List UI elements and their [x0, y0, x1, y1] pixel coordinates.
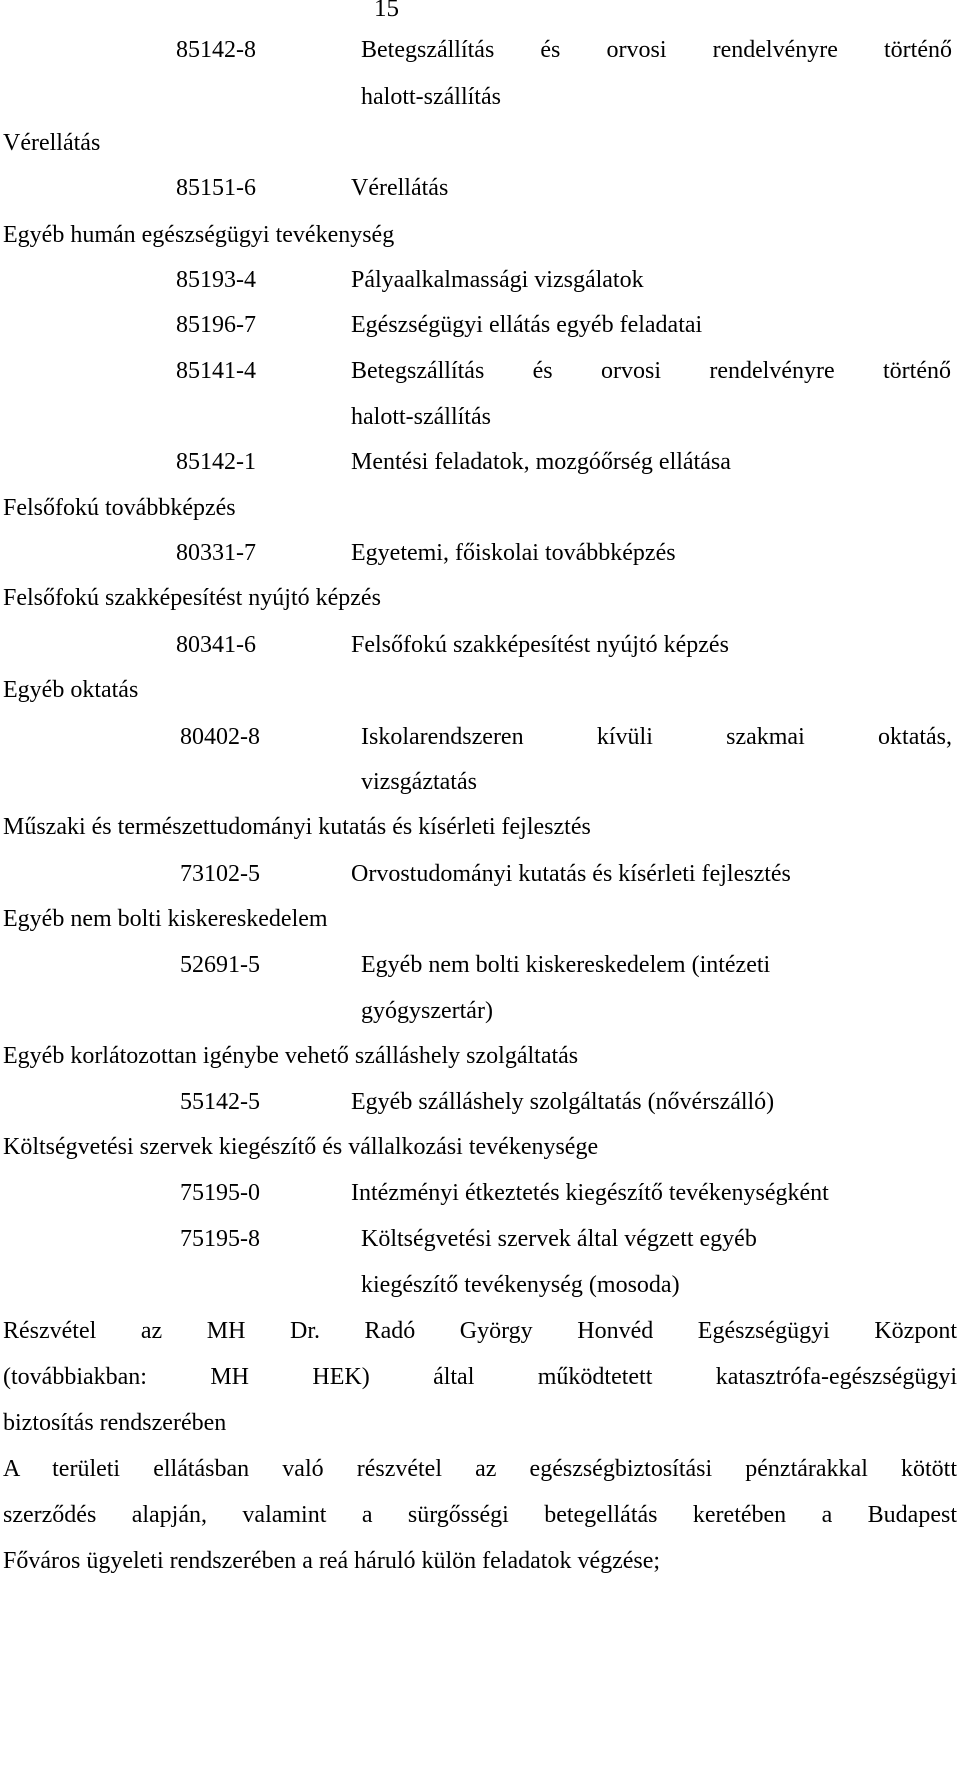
activity-description: Egyéb nem bolti kiskereskedelem (intézeti	[361, 952, 771, 978]
activity-description: Orvostudományi kutatás és kísérleti fejlesztés	[351, 861, 791, 887]
activity-code: 85142-8	[176, 37, 256, 63]
list-item	[0, 1077, 960, 1127]
section-heading: Felsőfokú szakképesítést nyújtó képzés	[3, 585, 381, 611]
paragraph-line: Főváros ügyeleti rendszerében a reá háruló külön feladatok végzése;	[3, 1548, 661, 1574]
activity-code: 85141-4	[176, 358, 256, 384]
list-item	[0, 1214, 960, 1264]
activity-code: 55142-5	[180, 1089, 260, 1115]
paragraph-line: (továbbiakban: MH HEK) által működtetett katasztrófa-egészségügyi	[3, 1364, 957, 1390]
activity-description: Egyéb szálláshely szolgáltatás (nővérszálló)	[351, 1089, 775, 1115]
activity-code: 75195-8	[180, 1226, 260, 1252]
list-item	[0, 346, 960, 396]
section-heading: Egyéb nem bolti kiskereskedelem	[3, 906, 328, 932]
activity-description: Költségvetési szervek által végzett egyéb	[361, 1226, 757, 1252]
activity-description: kiegészítő tevékenység (mosoda)	[361, 1272, 680, 1298]
list-item	[0, 255, 960, 305]
list-item	[0, 163, 960, 213]
activity-description: Iskolarendszeren kívüli szakmai oktatás,	[361, 724, 952, 750]
section-heading: Egyéb oktatás	[3, 677, 139, 703]
section-heading: Egyéb korlátozottan igénybe vehető szálláshely szolgáltatás	[3, 1043, 579, 1069]
list-item	[0, 25, 960, 75]
paragraph-line: A területi ellátásban való részvétel az egészségbiztosítási pénztárakkal kötött	[3, 1456, 957, 1482]
activity-code: 80402-8	[180, 724, 260, 750]
list-item	[0, 620, 960, 670]
activity-description: vizsgáztatás	[361, 769, 477, 795]
activity-description: Mentési feladatok, mozgóőrség ellátása	[351, 449, 731, 475]
paragraph-line: biztosítás rendszerében	[3, 1410, 227, 1436]
section-heading: Vérellátás	[3, 130, 101, 156]
activity-code: 85193-4	[176, 267, 256, 293]
activity-description: Vérellátás	[351, 175, 449, 201]
activity-code: 80341-6	[176, 632, 256, 658]
activity-code: 85142-1	[176, 449, 256, 475]
activity-description: Felsőfokú szakképesítést nyújtó képzés	[351, 632, 729, 658]
activity-description: gyógyszertár)	[361, 998, 493, 1024]
activity-description: Egyetemi, főiskolai továbbképzés	[351, 540, 676, 566]
activity-description: Intézményi étkeztetés kiegészítő tevékenységként	[351, 1180, 829, 1206]
list-item	[0, 300, 960, 350]
activity-description: Egészségügyi ellátás egyéb feladatai	[351, 312, 703, 338]
section-heading: Felsőfokú továbbképzés	[3, 495, 236, 521]
list-item	[0, 849, 960, 899]
activity-description: Betegszállítás és orvosi rendelvényre történő	[351, 358, 951, 384]
list-item	[0, 437, 960, 487]
activity-description: Betegszállítás és orvosi rendelvényre történő	[361, 37, 952, 63]
list-item	[0, 1168, 960, 1218]
section-heading: Műszaki és természettudományi kutatás és kísérleti fejlesztés	[3, 814, 591, 840]
list-item-continuation	[0, 986, 960, 1036]
paragraph-line: Részvétel az MH Dr. Radó György Honvéd Egészségügyi Központ	[3, 1318, 957, 1344]
section-heading: Egyéb humán egészségügyi tevékenység	[3, 222, 395, 248]
section-heading: Költségvetési szervek kiegészítő és vállalkozási tevékenysége	[3, 1134, 599, 1160]
activity-code: 80331-7	[176, 540, 256, 566]
activity-description: halott-szállítás	[361, 84, 501, 110]
list-item-continuation	[0, 1260, 960, 1310]
page-number: 15	[374, 0, 399, 22]
list-item	[0, 940, 960, 990]
activity-code: 85151-6	[176, 175, 256, 201]
list-item-continuation	[0, 392, 960, 442]
list-item-continuation	[0, 72, 960, 122]
activity-description: halott-szállítás	[351, 404, 491, 430]
list-item	[0, 528, 960, 578]
activity-description: Pályaalkalmassági vizsgálatok	[351, 267, 644, 293]
activity-code: 85196-7	[176, 312, 256, 338]
list-item-continuation	[0, 757, 960, 807]
activity-code: 52691-5	[180, 952, 260, 978]
activity-code: 73102-5	[180, 861, 260, 887]
activity-code: 75195-0	[180, 1180, 260, 1206]
list-item	[0, 712, 960, 762]
paragraph-line: szerződés alapján, valamint a sürgősségi betegellátás keretében a Budapest	[3, 1502, 957, 1528]
